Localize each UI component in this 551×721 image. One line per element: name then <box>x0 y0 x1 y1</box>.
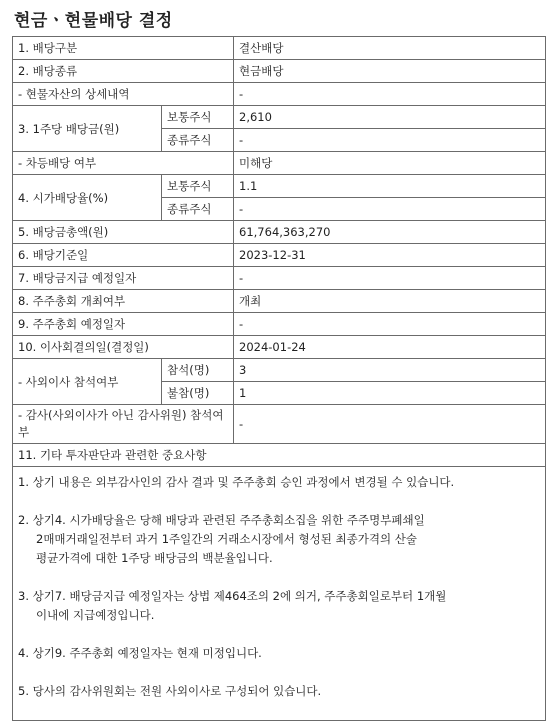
table-row <box>13 83 546 106</box>
sub-label: 종류주식 <box>162 129 234 152</box>
row-label: 7. 배당금지급 예정일자 <box>13 267 234 290</box>
sub-label: 불참(명) <box>162 382 234 405</box>
sub-label: 보통주식 <box>162 175 234 198</box>
sub-label: 보통주식 <box>162 106 234 129</box>
row-label: 4. 시가배당율(%) <box>13 175 162 221</box>
table-row <box>13 467 546 721</box>
dividend-decision-table <box>12 36 546 721</box>
note-text: 이내에 지급예정입니다. <box>36 608 155 622</box>
row-label: 10. 이사회결의일(결정일) <box>13 336 234 359</box>
row-label: - 사외이사 참석여부 <box>13 359 162 405</box>
row-value: 61,764,363,270 <box>234 221 546 244</box>
note-text: 2. 상기4. 시가배당율은 당해 배당과 관련된 주주총회소집을 위한 주주명부폐쇄일 <box>18 513 425 527</box>
row-value: 현금배당 <box>234 60 546 83</box>
row-value: 1 <box>234 382 546 405</box>
note-text: 3. 상기7. 배당금지급 예정일자는 상법 제464조의 2에 의거, 주주총회일로부터 1개월 <box>18 589 447 603</box>
row-label: - 감사(사외이사가 아닌 감사위원) 참석여부 <box>13 405 234 444</box>
row-label: - 차등배당 여부 <box>13 152 234 175</box>
row-label: - 현물자산의 상세내역 <box>13 83 234 106</box>
note-text: 5. 당사의 감사위원회는 전원 사외이사로 구성되어 있습니다. <box>18 684 322 698</box>
table-row <box>13 359 546 382</box>
note-text: 4. 상기9. 주주총회 예정일자는 현재 미정입니다. <box>18 646 262 660</box>
page-title: 현금ㆍ현물배당 결정 <box>14 11 173 31</box>
row-label: 5. 배당금총액(원) <box>13 221 234 244</box>
row-value: - <box>234 405 546 444</box>
table-row <box>13 37 546 60</box>
table-row <box>13 405 546 444</box>
table-row <box>13 290 546 313</box>
row-value: 2023-12-31 <box>234 244 546 267</box>
row-value: 2024-01-24 <box>234 336 546 359</box>
row-value: - <box>234 267 546 290</box>
row-label: 3. 1주당 배당금(원) <box>13 106 162 152</box>
table-row <box>13 313 546 336</box>
row-value: 개최 <box>234 290 546 313</box>
row-value: - <box>234 129 546 152</box>
notes-cell <box>13 467 546 721</box>
note-item <box>18 587 539 625</box>
table-row <box>13 175 546 198</box>
table-row <box>13 60 546 83</box>
row-value: 2,610 <box>234 106 546 129</box>
note-item <box>18 644 539 663</box>
note-item <box>18 511 539 568</box>
row-label: 1. 배당구분 <box>13 37 234 60</box>
sub-label: 종류주식 <box>162 198 234 221</box>
table-row <box>13 106 546 129</box>
table-row <box>13 244 546 267</box>
row-label: 2. 배당종류 <box>13 60 234 83</box>
table-row <box>13 221 546 244</box>
row-label: 6. 배당기준일 <box>13 244 234 267</box>
note-text: 평균가격에 대한 1주당 배당금의 백분율입니다. <box>36 551 273 565</box>
row-value: - <box>234 198 546 221</box>
row-label: 8. 주주총회 개최여부 <box>13 290 234 313</box>
note-item <box>18 473 539 492</box>
note-text: 2매매거래일전부터 과거 1주일간의 거래소시장에서 형성된 최종가격의 산술 <box>36 532 417 546</box>
row-value: 미해당 <box>234 152 546 175</box>
row-value: 결산배당 <box>234 37 546 60</box>
table-row <box>13 444 546 467</box>
table-row <box>13 152 546 175</box>
row-value: 1.1 <box>234 175 546 198</box>
table-row <box>13 336 546 359</box>
row-value: - <box>234 83 546 106</box>
table-row <box>13 267 546 290</box>
row-value: 3 <box>234 359 546 382</box>
note-item <box>18 682 539 701</box>
sub-label: 참석(명) <box>162 359 234 382</box>
row-value: - <box>234 313 546 336</box>
row-label: 11. 기타 투자판단과 관련한 중요사항 <box>13 444 546 467</box>
row-label: 9. 주주총회 예정일자 <box>13 313 234 336</box>
note-text: 1. 상기 내용은 외부감사인의 감사 결과 및 주주총회 승인 과정에서 변경될 수 있습니다. <box>18 475 455 489</box>
